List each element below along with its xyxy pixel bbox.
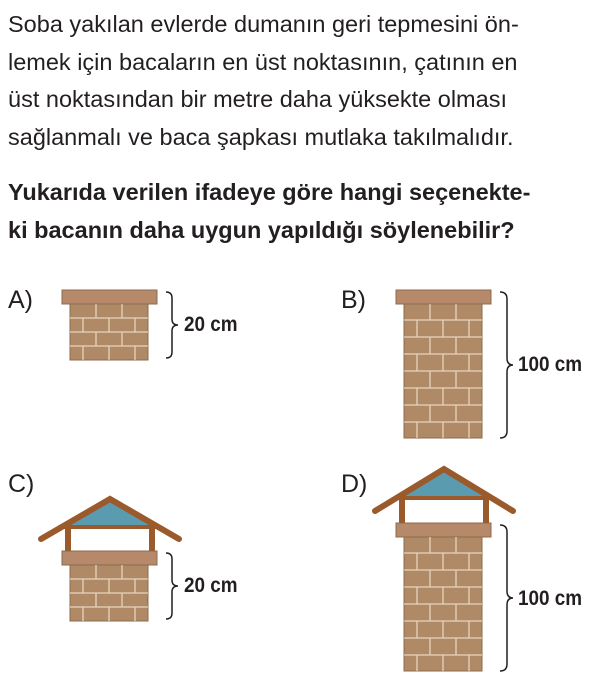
- question-line: ki bacanın daha uygun yapıldığı söylenebilir?: [8, 216, 515, 243]
- option-b-height-label: 100 cm: [518, 353, 583, 376]
- question-line: Yukarıda verilen ifadeye göre hangi seçenekte-: [8, 179, 531, 205]
- option-c-height-label: 20 cm: [184, 574, 238, 597]
- paragraph-line: sağlanmalı ve baca şapkası mutlaka takılmalıdır.: [8, 123, 514, 150]
- height-brace: [500, 525, 513, 671]
- paragraph-line: Soba yakılan evlerde dumanın geri tepmesini ön-: [8, 11, 519, 37]
- chimney-slab: [396, 523, 491, 537]
- option-d-height-label: 100 cm: [518, 587, 583, 610]
- option-b-label[interactable]: B): [341, 286, 366, 314]
- chimney-cap: [375, 469, 513, 523]
- option-c-label[interactable]: C): [8, 470, 35, 498]
- option-a-label[interactable]: A): [8, 286, 33, 314]
- option-a-height-label: 20 cm: [184, 313, 238, 336]
- paragraph-line: lemek için bacaların en üst noktasının, çatının en: [8, 48, 518, 75]
- paragraph-line: üst noktasından bir metre daha yüksekte olması: [8, 86, 507, 112]
- option-d-label[interactable]: D): [341, 470, 368, 498]
- chimney-brick-body: [404, 537, 482, 671]
